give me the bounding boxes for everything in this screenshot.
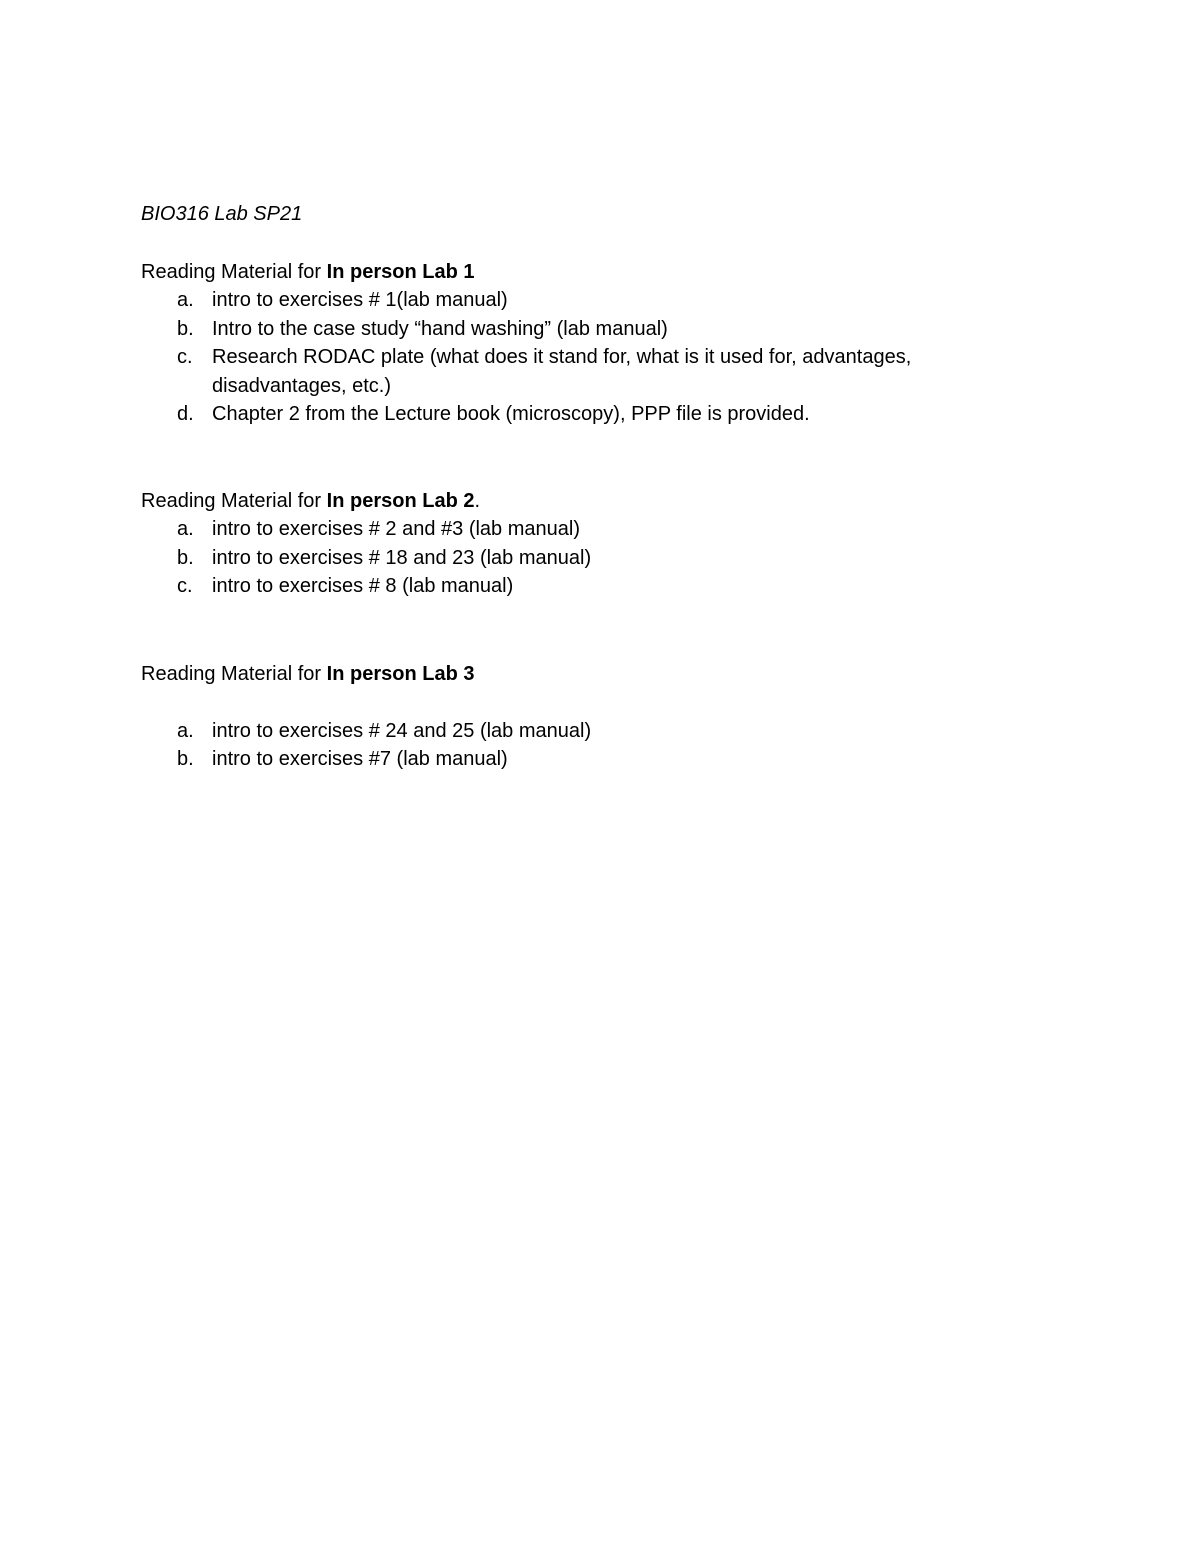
section-lab-1 bbox=[141, 258, 1001, 429]
list-marker: a. bbox=[177, 719, 194, 742]
list-item bbox=[141, 515, 1001, 544]
section-heading-prefix: Reading Material for bbox=[141, 663, 327, 685]
section-heading-lab-1 bbox=[141, 258, 1001, 286]
list-item-text: intro to exercises # 2 and #3 (lab manual) bbox=[212, 518, 580, 540]
list-item bbox=[141, 572, 1001, 601]
reading-list-lab-1 bbox=[141, 286, 1001, 429]
blank-line bbox=[141, 688, 1001, 717]
list-marker: b. bbox=[177, 748, 194, 771]
list-item bbox=[141, 745, 1001, 774]
section-heading-bold: In person Lab 1 bbox=[326, 261, 475, 283]
list-item bbox=[141, 717, 1001, 746]
section-heading-bold: In person Lab 2 bbox=[326, 490, 475, 512]
list-marker: d. bbox=[177, 403, 194, 426]
list-item bbox=[141, 343, 1001, 400]
section-heading-lab-3 bbox=[141, 660, 1001, 688]
section-lab-2 bbox=[141, 487, 1001, 601]
document-title: BIO316 Lab SP21 bbox=[141, 203, 303, 225]
section-heading-bold: In person Lab 3 bbox=[326, 663, 475, 685]
section-heading-prefix: Reading Material for bbox=[141, 261, 327, 283]
list-marker: a. bbox=[177, 518, 194, 540]
list-item-text: intro to exercises # 1(lab manual) bbox=[212, 289, 508, 311]
list-item-text: Research RODAC plate (what does it stand for, what is it used for, advantages, disadvantages, etc.) bbox=[212, 346, 912, 397]
reading-list-lab-3 bbox=[141, 717, 1001, 774]
list-marker: a. bbox=[177, 289, 194, 311]
list-item bbox=[141, 400, 1001, 429]
list-item bbox=[141, 315, 1001, 344]
list-item-text: Intro to the case study “hand washing” (lab manual) bbox=[212, 317, 668, 340]
list-item-text: Chapter 2 from the Lecture book (microscopy), PPP file is provided. bbox=[212, 403, 810, 426]
list-marker: b. bbox=[177, 317, 194, 340]
section-heading-prefix: Reading Material for bbox=[141, 490, 327, 512]
list-marker: b. bbox=[177, 546, 194, 569]
list-item-text: intro to exercises # 8 (lab manual) bbox=[212, 575, 514, 598]
list-marker: c. bbox=[177, 575, 193, 598]
list-marker: c. bbox=[177, 346, 193, 369]
list-item-text: intro to exercises # 18 and 23 (lab manual) bbox=[212, 546, 592, 569]
list-item bbox=[141, 544, 1001, 573]
list-item-text: intro to exercises #7 (lab manual) bbox=[212, 748, 508, 771]
reading-list-lab-2 bbox=[141, 515, 1001, 601]
section-heading-suffix: . bbox=[474, 490, 481, 512]
list-item-text: intro to exercises # 24 and 25 (lab manual) bbox=[212, 719, 592, 742]
section-heading-lab-2 bbox=[141, 487, 1001, 515]
list-item bbox=[141, 286, 1001, 315]
section-lab-3 bbox=[141, 660, 1001, 774]
